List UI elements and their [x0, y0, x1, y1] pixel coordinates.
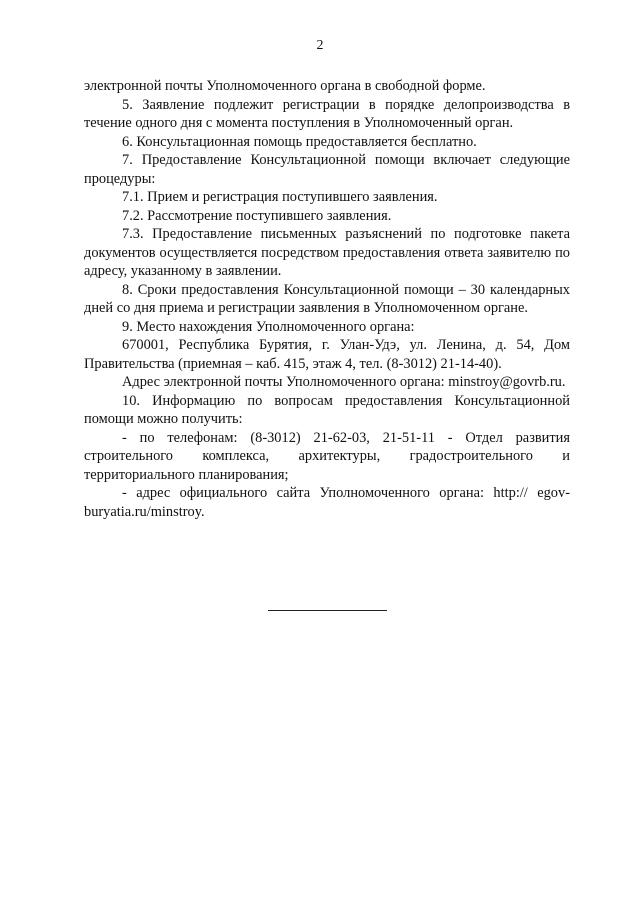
paragraph-7-procedures: 7. Предоставление Консультационной помощи включает следующие процедуры:	[84, 152, 570, 187]
closing-divider-line	[268, 610, 387, 611]
paragraph-website: - адрес официального сайта Уполномоченного органа: http:// egov-buryatia.ru/minstroy.	[84, 485, 570, 520]
paragraph-9-location-heading: 9. Место нахождения Уполномоченного органа:	[122, 318, 415, 335]
paragraph-phones: - по телефонам: (8-3012) 21-62-03, 21-51-11 - Отдел развития строительного комплекса, архитектуры, градостроительного и территориального планирования;	[84, 429, 570, 483]
paragraph-7-1: 7.1. Прием и регистрация поступившего заявления.	[122, 189, 438, 205]
paragraph-8-deadlines: 8. Сроки предоставления Консультационной помощи – 30 календарных дней со дня приема и регистрации заявления в Уполномоченном органе.	[84, 281, 570, 316]
paragraph-10-information: 10. Информацию по вопросам предоставления Консультационной помощи можно получить:	[84, 392, 570, 427]
document-body	[84, 77, 570, 521]
paragraph-7-2: 7.2. Рассмотрение поступившего заявления.	[122, 207, 392, 224]
paragraph-7-3: 7.3. Предоставление письменных разъяснений по подготовке пакета документов осуществляется посредством предоставления ответа заявителю по адресу, указанному в заявлении.	[84, 226, 570, 279]
paragraph-email-address: Адрес электронной почты Уполномоченного органа: minstroy@govrb.ru.	[122, 374, 566, 390]
paragraph-5-registration: 5. Заявление подлежит регистрации в порядке делопроизводства в течение одного дня с момента поступления в Уполномоченный орган.	[84, 96, 570, 131]
paragraph-email-continuation: электронной почты Уполномоченного органа в свободной форме.	[84, 78, 486, 94]
paragraph-address: 670001, Республика Бурятия, г. Улан-Удэ, ул. Ленина, д. 54, Дом Правительства (приемная – каб. 415, этаж 4, тел. (8-3012) 21-14-40).	[84, 337, 570, 372]
paragraph-6-free-help: 6. Консультационная помощь предоставляется бесплатно.	[122, 133, 477, 150]
page-number: 2	[316, 38, 324, 53]
